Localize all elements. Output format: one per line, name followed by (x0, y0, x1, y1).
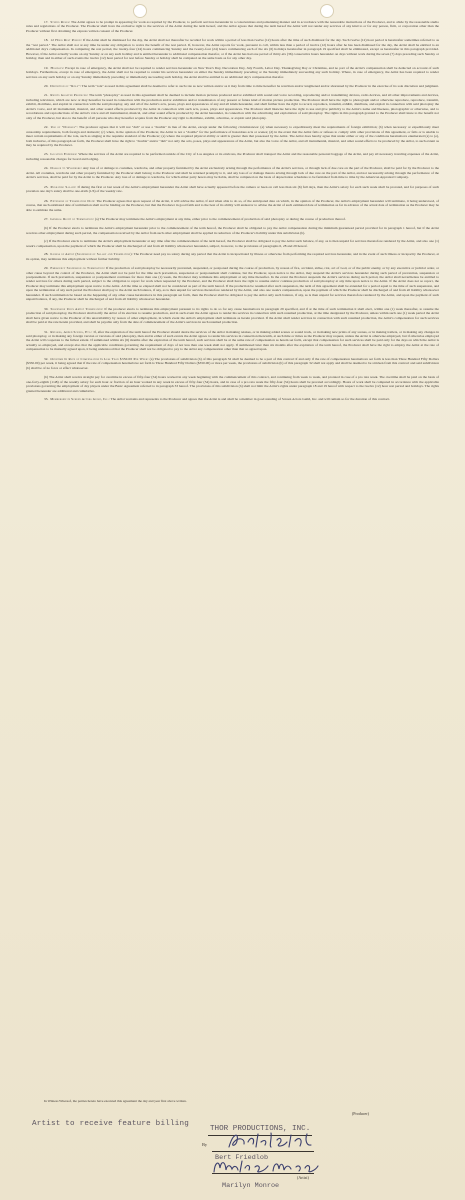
paragraph-title: Overtime In Rate of Compensation Is Less Than $350.00 Per Week: (50, 356, 149, 361)
paragraph-title: Definition of "Role": (50, 83, 81, 88)
paragraph-text: Where the services of the Artist are required to be performed outside of the City of Los Angeles or its environs, the Producer shall transport the Artist and the reasonable personal baggage of the Artist, and pay all necessary traveling expenses of the Artist, including reasonable charges for board and lodging. (26, 152, 440, 161)
contract-paragraph (26, 330, 439, 352)
paragraph-title: 12 Hour Rest Period: (50, 38, 82, 43)
paragraph-text: (c) If the Producer elects to terminate the Artist's employment hereunder at any time after the commencement of the term hereof, the Producer shall be obligated to pay the Artist such balance, if any, as is then unpaid for services theretofore rendered by the Artist, and also one (1) week's compensation, upon the payment of which the Producer shall be discharged of and from all liability whatsoever hereunder, subject, however, to the provisions of paragraphs 6, 28 and 29 hereof. (26, 239, 439, 248)
contract-body (26, 20, 439, 406)
paragraph-title: Rights Granted Producer: (50, 93, 89, 98)
paragraph-title: Retakes, Added Scenes, Etc.: (50, 329, 93, 334)
paragraph-title: Damage to Wardrobe: (50, 166, 82, 171)
paragraph-number: 22. (44, 125, 49, 130)
paragraph-number: 31. (44, 329, 49, 334)
paragraph-title: Holidays: (50, 65, 65, 70)
contract-paragraph (26, 226, 439, 235)
contract-paragraph (26, 125, 439, 147)
punch-hole (133, 4, 147, 18)
contract-paragraph (26, 239, 439, 248)
paragraph-title: Prorating Salary: (50, 184, 77, 189)
signature-line (212, 1173, 314, 1174)
paragraph-number: 30. (44, 306, 49, 311)
paragraph-title: Extension of Termination Date: (50, 198, 96, 203)
punch-hole (320, 4, 334, 18)
paragraph-number: 19. (44, 65, 49, 70)
paragraph-text: The Artist agrees to be prompt in appearing for work as required by the Producer, to perform services hereunder in a conscientious and painstaking manner and in accordance with the reasonable instructions of the Producer, and to abide by the reasonable studio rules and regulations of the Producer. The Producer shall have the exclusive right to the services of the Artist during the term hereof, and the Artist agrees that during the term hereof the Artist will not render any services of any kind to or for any person, firm, or corporation other than the Producer without first obtaining the express written consent of the Producer. (26, 20, 439, 33)
paragraph-title: Illness of Artist (Suspension of Salary and Termination): (50, 252, 133, 257)
contract-paragraph (26, 252, 439, 261)
paragraph-number: 20. (44, 83, 49, 88)
contract-paragraph (26, 375, 439, 393)
paragraph-text: (a) The provisions of subdivision (b) of this paragraph 32 shall be deemed to be a part of this contract if and only if the rate of compensation hereinabove set forth is less than Three Hundred Fifty Dollars ($350.00) per week, it being agreed that if the rate of compensation hereinabove set forth is Three Hundred Fifty Dollars ($350.00) or more per week, the provisions of subdivision (b) of this paragraph 32 shall not apply and shall be deemed to be stricken from this contract and said subdivision (b) shall be of no force or effect whatsoever. (26, 356, 439, 370)
producer-signature-ink (229, 1133, 311, 1147)
paragraph-text: If the production of said photoplay be necessarily prevented, suspended, or postponed during the course of production, by reason of fire, accident, strike, riot, act of God, or of the public enemy, or by any executive or judicial order, or other cause beyond the control of the Producer, the Artist shall not be paid for the time such prevention, suspension or postponement shall continue, but the Producer, upon notice to the Artist, may suspend the Artist's services hereunder during such period of prevention, suspension or postponement. If such prevention, suspension or postponement continues for more than one (1) week, the Producer may terminate this employment at any time thereafter. In the event the Producer suspends the Artist's services during such period, the Artist shall nevertheless be entitled to render services for others during such period, subject to the obligation to report for work when requested by the Producer, and the Producer shall have the right to resume and/or continue production of said photoplay at any time upon notice to the Artist. If the Artist does not so report, the Producer may terminate this employment upon notice to the Artist. All the time so elapsed shall not be considered as part of the term hereof. If the production be resumed after such suspension, the term of this agreement shall be extended for a period equal to the time of such suspension, and upon the termination of any such period the Producer shall pay to the Artist such balance, if any, as is then unpaid for services theretofore rendered by the Artist, and also one week's compensation, upon the payment of which the Producer shall be discharged of and from all liability whatsoever hereunder. If such termination be based on the happening of any other cause hereinabove in this paragraph set forth, then the Producer shall be obligated to pay the Artist only such balance, if any, as is then unpaid for services theretofore rendered by the Artist, and upon the payment of such unpaid balance, if any, the Producer shall be discharged of and from all liability whatsoever hereunder. (26, 266, 439, 302)
contract-paragraph (26, 84, 439, 88)
contract-paragraph (26, 152, 439, 161)
paragraph-text: The Producer agrees that upon request of the Artist, it will advise the Artist, if and when able to do so, of the anticipated date on which, in the opinion of the Producer, the Artist's employment hereunder will terminate, it being understood, of course, that such estimated date of termination shall not be binding on the Producer, but that the Producer in good faith and to the best of its ability will endeavor to advise the Artist of such estimated date of termination as far in advance of the actual date of termination as the Producer may be able to estimate the same. (26, 198, 439, 212)
contract-paragraph (26, 166, 439, 179)
paragraph-text: The producer agrees that it will not "dub" or use a "double" in lieu of the Artist, except under the following circumstances: (a) when necessary to expeditiously meet the requirements of foreign exhibition; (b) when necessary or expeditiously meet censorship requirements, both foreign and domestic; (c) when, in the opinion of the Producer, the Artist is not a "double" for the performance of hazardous acts or scenes; (d) in the event that the Artist fails or refuses to comply with other provisions of this agreement, or fails or is unable to meet certain requirements of the role, such as singing at the requisite standard of the Producer; (e) where the required physical ability or skill is greater than that possessed by the Artist. The Artist does hereby agree that under either or any of the conditions hereinabove enumerated (a) to (e), both inclusive, of this paragraph set forth, the Producer shall have the right to "double" and/or "dub" not only the acts, poses, plays and appearances of the Artist, but also the voice of the Artist, and all instrumental, musical, and other sound effects to be produced by the Artist, to such extent as may be required by the Producer. (26, 125, 439, 147)
paragraph-number: 25. (44, 184, 49, 189)
company-name: THOR PRODUCTIONS, INC. (210, 1125, 311, 1133)
paragraph-title: Location Expenses: (50, 152, 78, 157)
paragraph-number: 23. (44, 152, 49, 157)
paragraph-text: (a) The Producer may terminate the Artist's employment at any time, either prior to the commencement of production of said photoplay or during the course of production thereof. (94, 216, 346, 221)
contract-paragraph (26, 307, 439, 325)
contract-paragraph (26, 66, 439, 79)
paragraph-number: 33. (44, 397, 49, 401)
paragraph-number: 29. (44, 266, 49, 271)
contract-paragraph (26, 357, 439, 370)
paragraph-text: Any loss of or damage to costumes, wardrobe, and other property furnished by the Artist exclusively arising through the performance of the Artist's services, or through lack of due care on the part of the Producer, shall be paid for by the Producer to the Artist. All costumes, wardrobe and other property furnished by the Producer shall belong to the Producer and shall be returned promptly to it, and any loss of or damage thereto arising through lack of due care on the part of the Artist, and not necessarily arising through the performance of the Artist's services, shall be paid for by the Artist to the Producer. Any loss of or damage to wardrobe, for which either party hereto may be liable, shall be computed on the basis of depreciation schedules to be furnished from time to time by the American Appraisal Company. (26, 166, 440, 180)
paragraph-text: (b) The Artist shall receive straight pay for overtime in excess of fifty-four (54) hours worked in any week beginning with the commencement of this contract, and continuing from week to week, and prorated in case of a pro rata week. The overtime shall be paid on the basis of one-forty-eighth (1/48) of the weekly salary for each hour or fraction of an hour worked in any week in excess of fifty-four (54) hours, and in case of a pro rata week the fifty-four (54) hours shall be prorated accordingly. Hours of work shall be computed in accordance with the applicable provisions governing the employment of day players under the Basic Agreement referred to in paragraph 33 hereof. The provisions of this subdivision (b) shall not limit the Artist's rights under paragraph 18 and 19 hereof with respect to the twelve (12) hour rest period and holidays. The rights granted hereunder are additional and cumulative. (26, 375, 439, 393)
paragraph-text: (b) If the Producer elects to terminate the Artist's employment hereunder prior to the commencement of the term hereof, the Producer shall be obligated to pay the Artist compensation during the minimum guaranteed period provided for in paragraph 1 hereof, but if the Artist receives other employment during such period, the compensation received by the Artist from such other employment shall be applied in reduction of the Producer's liability under this subdivision (b). (26, 226, 439, 235)
artist-typed-name: Marilyn Monroe (222, 1182, 280, 1190)
witness-clause: In Witness Whereof, the parties hereto have executed this agreement the day and year first above written. (44, 1099, 187, 1103)
contract-paragraph (26, 266, 439, 302)
paragraph-number: 17. (44, 20, 49, 24)
paragraph-title: Membership in Screen Actors Guild, Inc.: (50, 397, 110, 401)
producer-typed-name: Bert Friedlob (215, 1154, 269, 1162)
paragraph-text: The term "photoplay" as used in this agreement shall be deemed to include motion pictures produced and/or exhibited with sound and voice recording, reproducing and/or transmitting devices, radio devices, and all other improvements and devices, including television, which are now or may hereafter be used in connection with the production and/or exhibition and/or transmission of any present or future kind of motion picture production. The Producer shall have the right to photograph and/or otherwise reproduce, reproduce, transmit, exhibit, distribute, and exploit in connection with the said photoplay, any and all of the Artist's acts, poses, plays and appearances of any and all kinds hereunder, and shall further have the right to record, reproduce, transmit, exhibit, distribute, and exploit in connection with said photoplay the Artist's voice, and all instrumental, musical, and other sound effects produced by the Artist in connection with such acts, poses, plays and appearances. The Producer shall likewise have the right to use and give publicity to the Artist's name and likeness, photographic or otherwise, and to recordations and reproductions of the Artist's voice and all instrumental, musical, and other sound effects produced by the Artist hereunder, in connection with the advertising and exploitation of said photoplay. The rights in this paragraph granted to the Producer shall inure to the benefit not only of the Producer, but also to the benefit of all persons who may hereafter acquire from the Producer any right to distribute, exhibit, advertise, or exploit said photoplay. (26, 93, 439, 120)
paragraph-number: 32. (44, 356, 49, 361)
paragraph-number: 24. (44, 166, 49, 171)
contract-paragraph (26, 217, 439, 221)
producer-signature (225, 1130, 325, 1152)
paragraph-text: If, after the expiration of the term hereof the Producer should desire the services of the Artist in making retakes, or in making added scenes or sound track, or in making new prints of any scenes, or in making trailers, or in making any changes in said photoplay, or in making any foreign version or versions of said photoplay, then and in either of such events the Artist agrees to render his services in connection therewith, at such time or times as the Producer may request, unless the Artist is otherwise employed, but if otherwise employed the Artist will cooperate to the fullest extent. If summoned within six (6) months after the expiration of the term hereof, such services shall be at the same rate of compensation as herein set forth, except that compensation for such services shall be paid only for the days on which the Artist is actually so employed, and except also that the applicable conditions governing the requirement of days of not less than one week shall not apply. If summoned later than six months after the expiration of the term hereof, the Producer shall have the right to employ the Artist at the rate of compensation to be mutually agreed upon, it being understood that the Producer shall not be obligated to pay to the Artist any compensation other than that so agreed upon. (26, 329, 440, 352)
paragraph-text: If during the first or last week of the Artist's employment hereunder the Artist shall have actually appeared before the camera or been on call less than six (6) full days, then the Artist's salary for each such week shall be prorated, and for purposes of such proration one day's salary shall be one-sixth (1/6) of the weekly rate. (26, 184, 440, 194)
paragraph-number: 27. (44, 216, 49, 221)
billing-note: Artist to receive feature billing (32, 1120, 189, 1128)
contract-paragraph (26, 199, 439, 212)
signature-line (212, 1151, 314, 1152)
contract-paragraph (26, 38, 439, 60)
paragraph-title: Emergency Suspension or Termination: (50, 266, 105, 271)
paragraph-text: The term "role" as used in this agreement shall be deemed to refer to such role as now written and/or as it may from time to time hereafter be rewritten and/or lengthened and/or shortened by the Producer in the exercise of its sole discretion and judgment. (81, 83, 439, 88)
paragraph-text: Except in case of emergency, the Artist shall not be required to render services hereunder on New Year's Day, Decoration Day, July Fourth, Labor Day, Thanksgiving Day or Christmas, and no part of the Artist's compensation shall be deducted on account of such holidays. Furthermore, except in case of emergency, the Artist shall not be required to render his services hereunder on either the Sunday immediately preceding or the Sunday immediately succeeding any such holiday. Where, in case of emergency, the Artist has been required to render services on any such holiday or on any Sunday immediately preceding or immediately succeeding such holiday, the Artist shall be entitled to an additional day's compensation therefor. (26, 65, 440, 79)
paragraph-number: 21. (44, 93, 49, 98)
by-label: By (202, 1142, 208, 1147)
artist-signature-ink (214, 1161, 318, 1172)
paragraph-title: Suspension Upon Artist Termination: (50, 306, 104, 311)
paragraph-number: 26. (44, 198, 49, 203)
paragraph-text: The Producer need pay no salary during any period that the Artist is incapacitated by illness or otherwise from performing the required services hereunder, and in the event of such illness or incapacity the Producer, at its option, may terminate this employment without further liability. (26, 252, 439, 261)
artist-label: (Artist) (297, 1175, 309, 1180)
paragraph-number: 18. (44, 38, 49, 43)
paragraph-title: Studio Rules: (50, 20, 71, 24)
contract-paragraph (26, 93, 439, 120)
producer-label: (Producer) (351, 1111, 369, 1116)
paragraph-title: General Right of Termination: (50, 216, 94, 221)
contract-paragraph (26, 185, 439, 194)
contract-paragraph (26, 20, 439, 33)
paragraph-text: If the Artist shall be dismissed for the day, the Artist shall not thereafter be recalled for work within a period of less than twelve (12) hours after the time of such dismissal for the day. Such twelve (12) hour period is hereinafter sometimes referred to as the "rest period." The Artist shall not at any time be under any obligation to waive the benefit of the rest period. If, however, the Artist reports for work, pursuant to call, within less than a period of twelve (12) hours after he has been dismissed for the day, the Artist shall be entitled to an additional day's compensation. In computing the rest period, the twenty-four (24) hours commencing Sunday and the twenty-four (24) hours commencing each of the six (6) holidays hereinafter in paragraph 19 specified shall be eliminated, except as hereinafter in this paragraph provided. However, if the Artist actually works on any Sunday or on any such holiday and is entitled hereunder to additional compensation therefor, or if the Artist has had one period of thirty-six (36) consecutive hours hereunder on days without work during the seven (7) days preceding such Sunday or holiday, then and in either of such events the twelve (12) hour period for rest before Sunday or holiday shall be computed on the same basis as for any other day. (26, 38, 439, 61)
paragraph-title: Use of "Doubles": (50, 125, 78, 130)
paragraph-text: The Artist warrants and represents to the Producer and agrees that the Artist is and shall be a member in good standing of Screen Actors Guild, Inc. and will remain so for the duration of this contract. (110, 397, 391, 401)
paragraph-text: If the producer elects to terminate this employment pursuant to its rights to do so for any cause hereinabove in paragraph 29 specified, and if at the time of such termination it shall elect, within one (1) week thereafter, to resume the production of said photoplay, the Producer shall notify the Artist of its election to resume production, and in such event the Artist agrees to render his services in connection with such resumed production, at the time designated by the Producer, unless within such one (1) week period the Artist shall have given notice to the Producer of his unavailability by reason of other employment, in which event the Artist's employment shall terminate as herein provided. If the Artist shall render services in connection with such resumed production, the Artist's compensation for such services shall be paid at the rate herein provided, and shall be payable only from the date of commencement of the Artist's services in such resumed production. (26, 306, 439, 325)
paragraph-number: 28. (44, 252, 49, 257)
contract-paragraph (26, 397, 439, 401)
signature-block (0, 1108, 465, 1200)
